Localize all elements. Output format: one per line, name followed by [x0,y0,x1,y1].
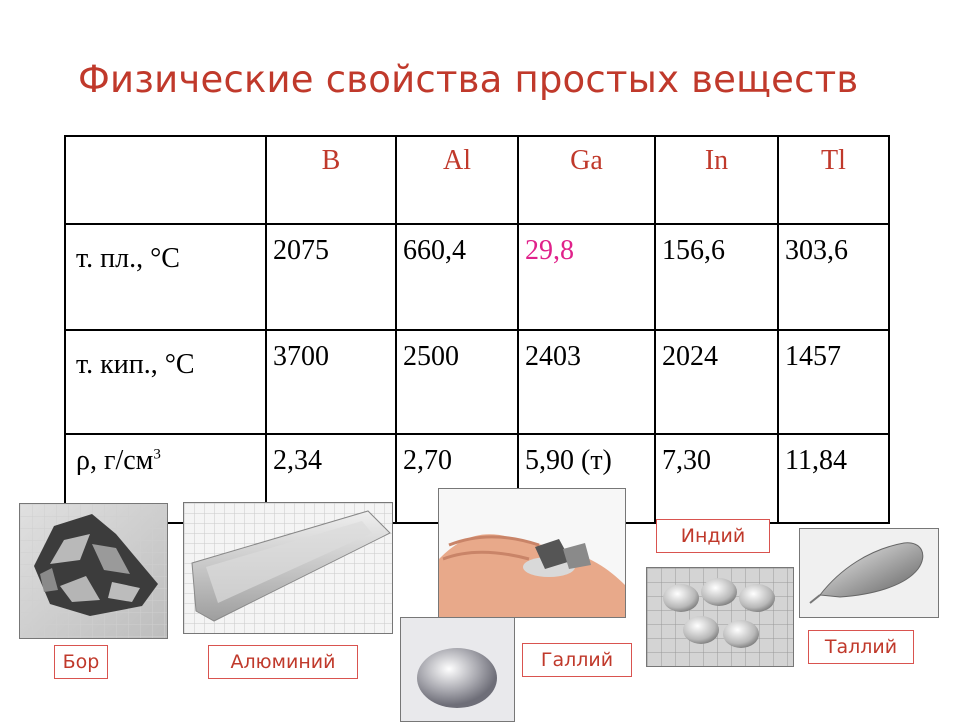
caption-thallium: Таллий [808,630,914,664]
table-cell: 1457 [778,330,889,434]
gallium-sphere-photo [400,617,515,722]
row-label-boiling-point: т. кип., °С [65,330,266,434]
table-row [65,330,889,434]
table-cell: 11,84 [778,434,889,523]
density-unit: , г/см [89,445,154,476]
table-cell: 303,6 [778,224,889,330]
thallium-photo [799,528,939,618]
indium-photo [646,567,794,667]
table-cell: 156,6 [655,224,778,330]
caption-aluminium: Алюминий [208,645,358,679]
column-header-ga: Ga [518,136,655,224]
column-header-al: Al [396,136,518,224]
column-header-in: In [655,136,778,224]
column-header-b: B [266,136,396,224]
table-cell: 7,30 [655,434,778,523]
table-cell: 2,70 [396,434,518,523]
gallium-hand-photo [438,488,626,618]
table-cell: 3700 [266,330,396,434]
column-header-tl: Tl [778,136,889,224]
aluminium-photo [183,502,393,634]
page-title: Физические свойства простых веществ [78,58,859,101]
table-cell: 2500 [396,330,518,434]
caption-boron: Бор [54,645,108,679]
table-cell: 2024 [655,330,778,434]
table-cell-highlight: 29,8 [518,224,655,330]
boron-photo [19,503,168,639]
corner-cell [65,136,266,224]
table-header-row [65,136,889,224]
density-unit-exponent: 3 [153,446,161,463]
table-cell: 2403 [518,330,655,434]
table-cell: 5,90 (т) [518,434,655,523]
properties-table [64,135,890,524]
row-label-melting-point: т. пл., °С [65,224,266,330]
density-symbol: ρ [76,445,90,476]
caption-gallium: Галлий [522,643,632,677]
table-cell: 2,34 [266,434,396,523]
table-cell: 660,4 [396,224,518,330]
caption-indium: Индий [656,519,770,553]
table-row [65,224,889,330]
table-cell: 2075 [266,224,396,330]
